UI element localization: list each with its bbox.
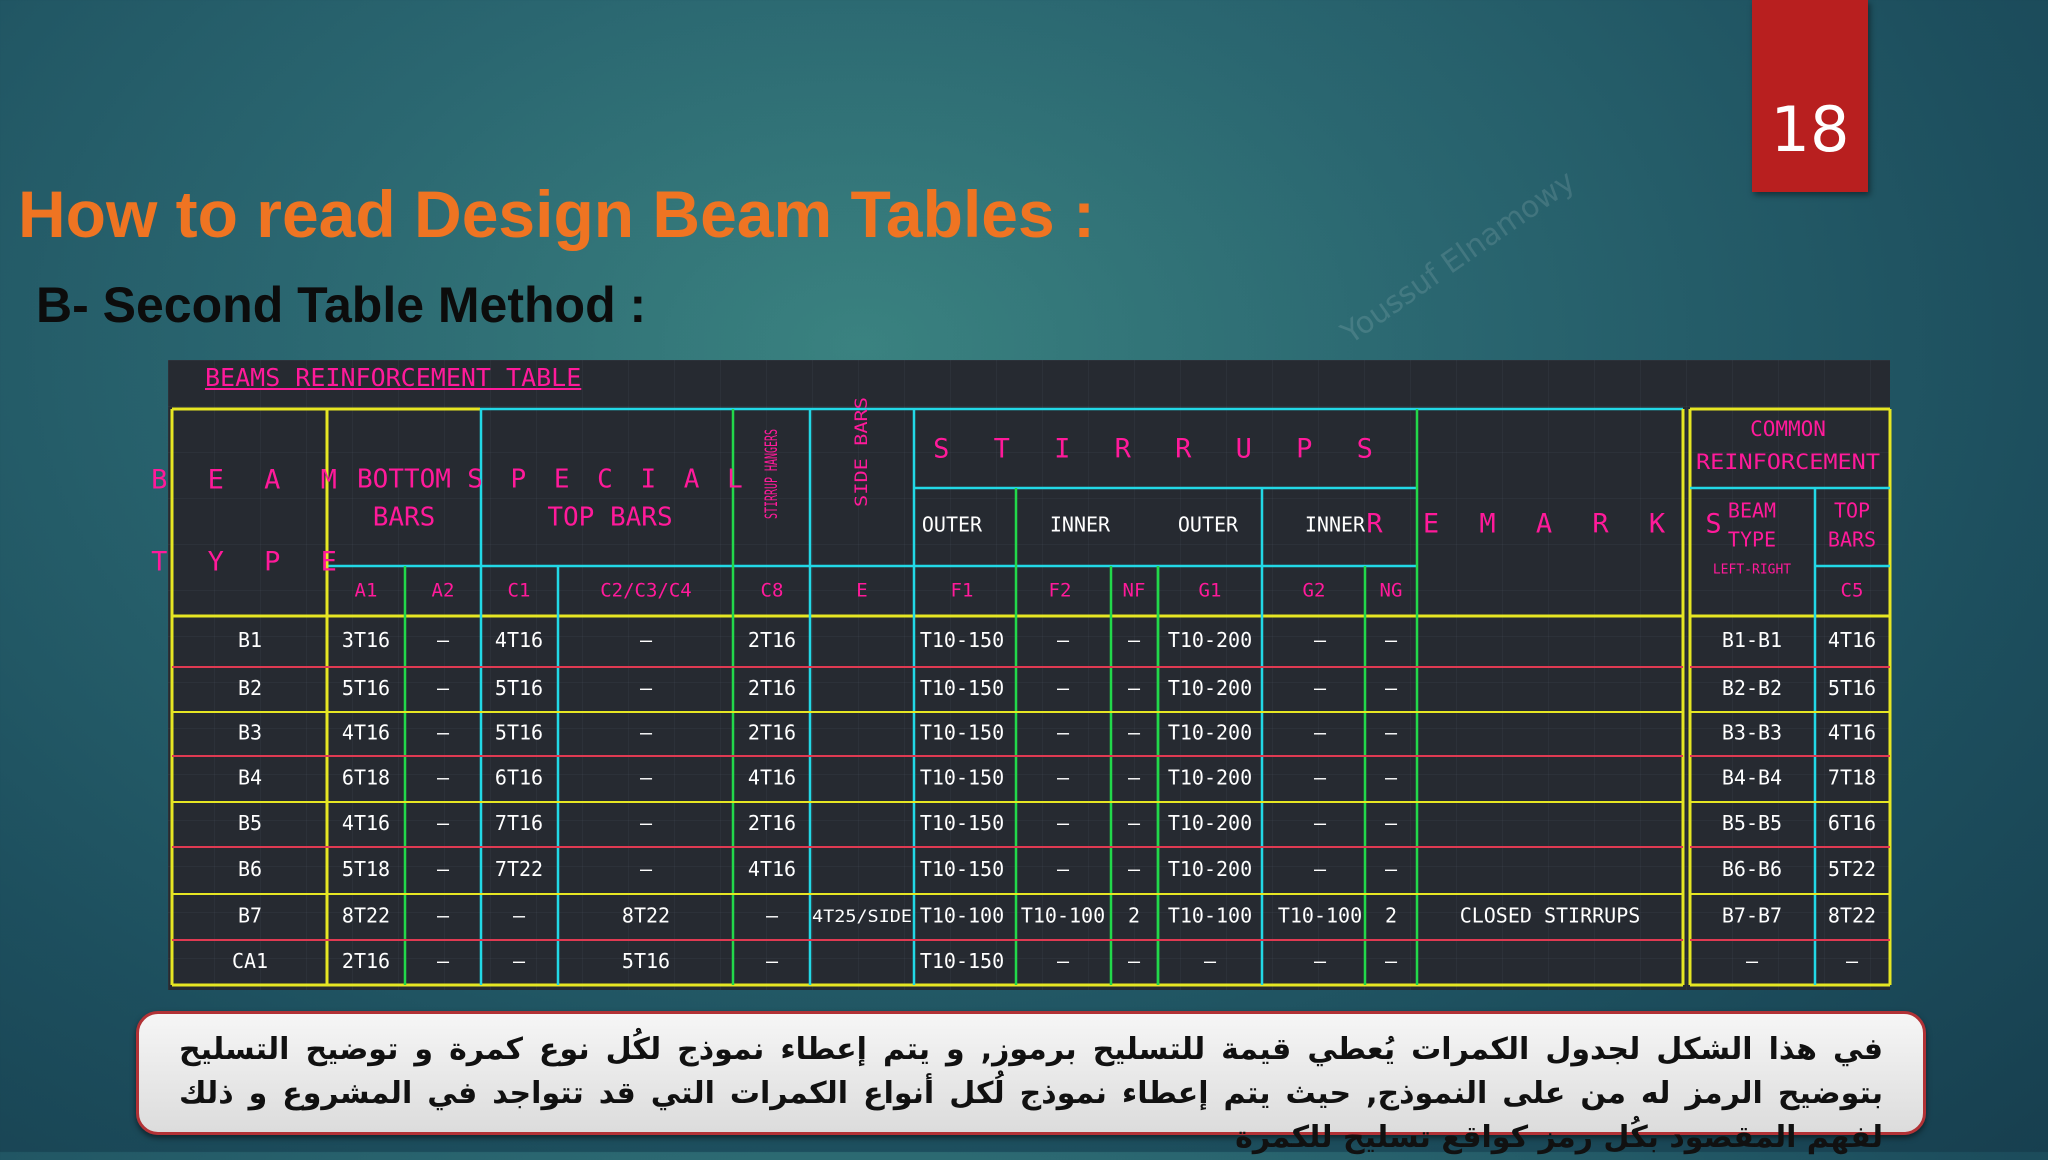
table-cell: –	[639, 765, 653, 790]
table-cell: 5T16	[341, 676, 391, 700]
table-cell: CA1	[231, 949, 269, 973]
header-bottom-bars-1: BOTTOM	[357, 464, 451, 495]
header-bottom-bars-2: BARS	[372, 502, 436, 533]
table-cell: T10-200	[1167, 676, 1253, 700]
table-cell: –	[436, 720, 450, 745]
table-cell: B2	[237, 676, 263, 700]
subheader-f2: F2	[1048, 579, 1072, 602]
table-cell: B5	[237, 811, 263, 835]
table-cell: 2	[1127, 903, 1141, 928]
table-cell: 8T22	[621, 903, 671, 928]
header-inner-2: INNER	[1304, 512, 1366, 537]
table-cell: T10-200	[1167, 811, 1253, 835]
table-cell: 8T22	[341, 903, 391, 928]
table-cell: –	[1056, 949, 1070, 973]
subheader-c8: C8	[760, 579, 784, 602]
table-cell: –	[1127, 949, 1141, 973]
table-cell: 2T16	[747, 720, 797, 745]
subheader-c2-c3-c4: C2/C3/C4	[600, 579, 692, 602]
table-cell: 7T18	[1827, 765, 1877, 790]
table-cell: B3	[237, 720, 263, 745]
table-cell: 2T16	[747, 811, 797, 835]
table-cell: –	[436, 628, 450, 652]
table-cell: –	[1056, 720, 1070, 745]
header-beam-type-2: TYPE	[1727, 527, 1777, 552]
table-cell: –	[1384, 857, 1398, 881]
table-cell: 5T16	[494, 676, 544, 700]
table-cell: 4T16	[747, 857, 797, 881]
subheader-nf: NF	[1122, 579, 1146, 602]
header-special-1: S P E C I A L	[467, 464, 749, 495]
table-cell: –	[1384, 628, 1398, 652]
page-number: 18	[1770, 93, 1850, 166]
table-cell: 4T16	[494, 628, 544, 652]
table-cell: –	[436, 811, 450, 835]
header-remarks: R E M A R K S	[1366, 508, 1734, 540]
table-cell: 2T16	[747, 628, 797, 652]
slide-title: How to read Design Beam Tables :	[18, 177, 1096, 251]
table-cell: –	[639, 857, 653, 881]
subheader-ng: NG	[1379, 579, 1403, 602]
table-cell: B5-B5	[1721, 811, 1783, 835]
table-cell: 5T22	[1827, 857, 1877, 881]
header-inner-1: INNER	[1049, 512, 1111, 537]
table-cell: –	[1313, 676, 1327, 700]
table-cell: –	[1127, 676, 1141, 700]
table-cell: –	[1384, 949, 1398, 973]
header-common-1: COMMON	[1750, 417, 1826, 441]
table-cell: –	[1056, 811, 1070, 835]
table-cell: B6	[237, 857, 263, 881]
table-cell: B3-B3	[1721, 720, 1783, 745]
table-cell: –	[1127, 811, 1141, 835]
table-cell: 2T16	[341, 949, 391, 973]
table-cell: 7T22	[494, 857, 544, 881]
header-stirrups: S T I R R U P S	[933, 433, 1387, 465]
table-cell: CLOSED STIRRUPS	[1459, 903, 1641, 928]
table-cell: B4	[237, 765, 263, 790]
table-cell: –	[1313, 720, 1327, 745]
header-beam-type-3: LEFT-RIGHT	[1712, 562, 1792, 578]
table-cell: 6T16	[494, 765, 544, 790]
table-cell: –	[1127, 765, 1141, 790]
table-cell: –	[1056, 765, 1070, 790]
table-cell: –	[1313, 857, 1327, 881]
table-cell: 6T16	[1827, 811, 1877, 835]
table-cell: T10-100	[919, 903, 1005, 928]
table-cell: –	[436, 903, 450, 928]
table-cell: –	[765, 949, 779, 973]
table-cell: B7-B7	[1721, 903, 1783, 928]
table-cell: –	[436, 949, 450, 973]
header-top-bars-1: TOP	[1833, 498, 1871, 523]
table-cell: 3T16	[341, 628, 391, 652]
table-cell: T10-150	[919, 765, 1005, 790]
table-cell: T10-150	[919, 857, 1005, 881]
table-cell: T10-150	[919, 676, 1005, 700]
table-cell: B2-B2	[1721, 676, 1783, 700]
subheader-e: E	[856, 579, 868, 602]
arabic-explanation-note: في هذا الشكل لجدول الكمرات يُعطي قيمة للتسليح برموز, و يتم إعطاء نموذج لكُل نوع كمرة و توضيح التسليح بتوضيح الرمز له من على النموذج, حيث يتم إعطاء نموذج لُكل أنواع الكمرات التي قد تتواجد في المشروع و ذلك لفهم المقصود بكُل رمز كواقع تسليح للكمرة	[136, 1011, 1926, 1135]
table-cell: 2T16	[747, 676, 797, 700]
table-cell: –	[765, 903, 779, 928]
subheader-c1: C1	[507, 579, 531, 602]
table-cell: B1	[237, 628, 263, 652]
table-cell: T10-150	[919, 811, 1005, 835]
table-cell: 4T16	[1827, 720, 1877, 745]
table-cell: 4T16	[1827, 628, 1877, 652]
subheader-g2: G2	[1302, 579, 1326, 602]
table-cell: –	[1313, 628, 1327, 652]
table-cell: –	[1313, 949, 1327, 973]
table-cell: –	[639, 811, 653, 835]
table-cell: 4T16	[341, 720, 391, 745]
table-cell: T10-100	[1277, 903, 1363, 928]
table-cell: T10-150	[919, 628, 1005, 652]
subheader-c5: C5	[1840, 579, 1864, 602]
table-cell: –	[1384, 720, 1398, 745]
table-caption: BEAMS REINFORCEMENT TABLE	[205, 363, 582, 392]
table-cell: 5T16	[621, 949, 671, 973]
subheader-a1: A1	[354, 579, 378, 602]
table-cell: T10-200	[1167, 857, 1253, 881]
table-cell: –	[1745, 949, 1759, 973]
table-cell: 4T16	[341, 811, 391, 835]
header-common-2: REINFORCEMENT	[1696, 450, 1881, 474]
table-cell: T10-200	[1167, 628, 1253, 652]
slide-subtitle: B- Second Table Method :	[36, 277, 647, 333]
table-cell: 5T16	[494, 720, 544, 745]
table-cell: B4-B4	[1721, 765, 1783, 790]
header-top-bars-2: BARS	[1827, 527, 1877, 552]
table-cell: –	[1384, 811, 1398, 835]
table-cell: –	[639, 720, 653, 745]
header-type: T Y P E	[151, 546, 349, 578]
table-cell: –	[512, 949, 526, 973]
table-cell: 6T18	[341, 765, 391, 790]
table-cell: 5T16	[1827, 676, 1877, 700]
header-outer-2: OUTER	[1177, 512, 1239, 537]
table-cell: T10-200	[1167, 720, 1253, 745]
header-beam: B E A M	[151, 464, 349, 496]
table-cell: B6-B6	[1721, 857, 1783, 881]
table-cell: T10-100	[1020, 903, 1106, 928]
header-outer-1: OUTER	[921, 512, 983, 537]
table-cell: –	[1384, 676, 1398, 700]
header-special-2: TOP BARS	[547, 502, 673, 533]
table-cell: T10-150	[919, 720, 1005, 745]
header-side-bars: SIDE BARS	[852, 414, 872, 507]
header-beam-type-1: BEAM	[1727, 498, 1777, 523]
table-cell: T10-100	[1167, 903, 1253, 928]
table-cell: –	[1313, 765, 1327, 790]
header-stirrup-hangers: STIRRUP HANGERS	[762, 365, 782, 519]
table-cell: 7T16	[494, 811, 544, 835]
subheader-g1: G1	[1198, 579, 1222, 602]
table-cell: –	[1127, 628, 1141, 652]
table-cell: –	[639, 628, 653, 652]
table-cell: –	[1384, 765, 1398, 790]
table-cell: B7	[237, 903, 263, 928]
table-cell: 2	[1384, 903, 1398, 928]
table-cell: –	[1056, 857, 1070, 881]
table-cell: –	[1127, 720, 1141, 745]
table-cell: 4T25/SIDE	[812, 907, 912, 927]
table-cell: B1-B1	[1721, 628, 1783, 652]
table-cell: T10-150	[919, 949, 1005, 973]
table-cell: 8T22	[1827, 903, 1877, 928]
table-cell: –	[1056, 628, 1070, 652]
table-cell: 4T16	[747, 765, 797, 790]
table-cell: –	[512, 903, 526, 928]
table-cell: –	[1203, 949, 1217, 973]
table-cell: 5T18	[341, 857, 391, 881]
table-cell: –	[436, 857, 450, 881]
table-cell: –	[1056, 676, 1070, 700]
table-cell: –	[639, 676, 653, 700]
subheader-a2: A2	[431, 579, 455, 602]
table-cell: T10-200	[1167, 765, 1253, 790]
watermark: Youssuf Elnamowy	[1334, 163, 1582, 352]
table-cell: –	[436, 765, 450, 790]
table-cell: –	[1845, 949, 1859, 973]
table-cell: –	[436, 676, 450, 700]
table-cell: –	[1313, 811, 1327, 835]
table-cell: –	[1127, 857, 1141, 881]
subheader-f1: F1	[950, 579, 974, 602]
